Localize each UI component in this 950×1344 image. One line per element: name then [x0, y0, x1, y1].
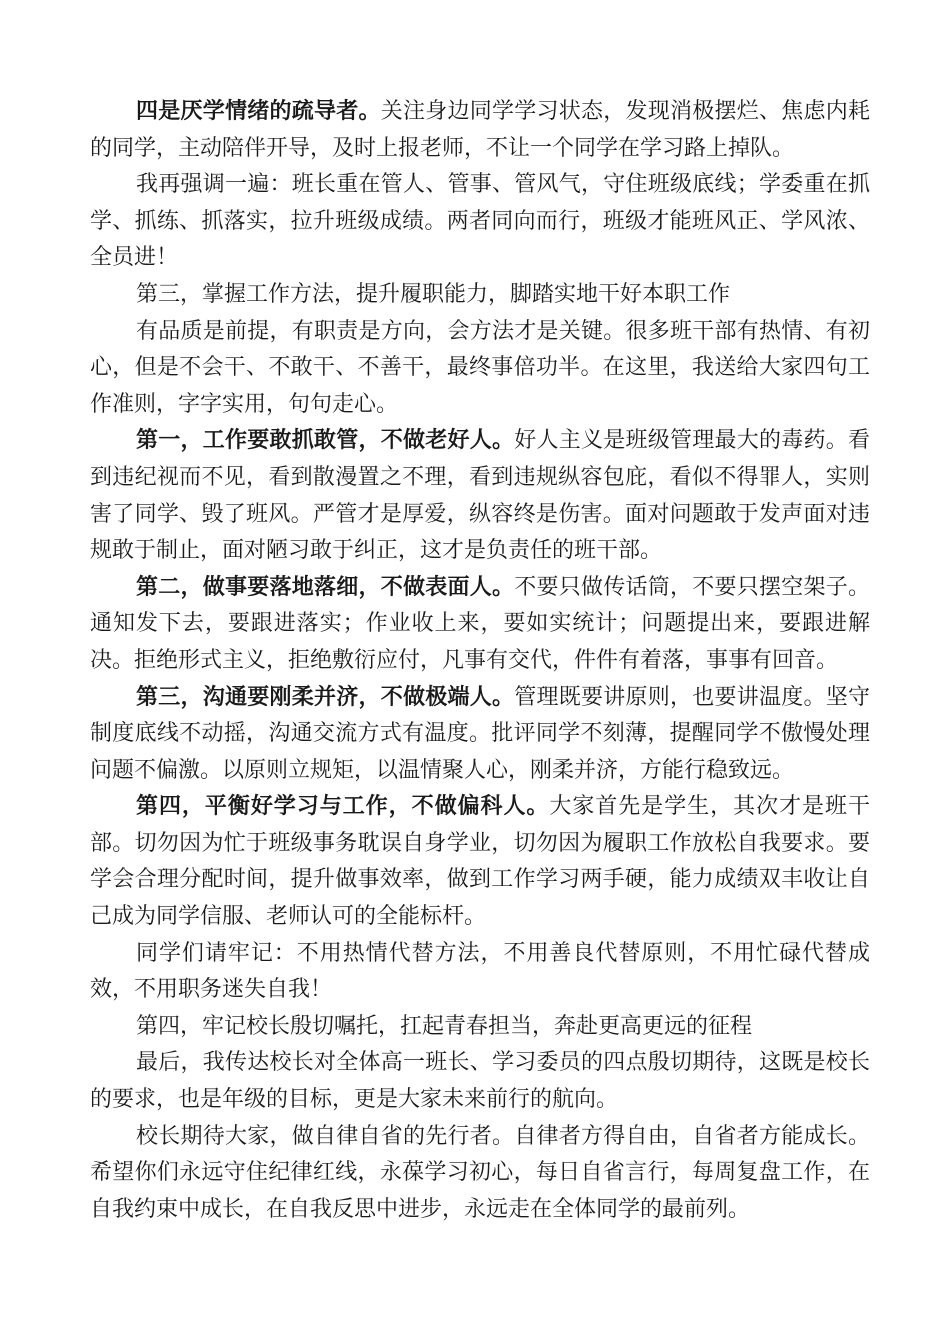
- paragraph: [90, 94, 870, 167]
- paragraph-text: 不要只做传话筒，不要只摆空架子。通知发下去，要跟进落实；作业收上来，要如实统计；问题提出来，要跟进解决。拒绝形式主义，拒绝敷衍应付，凡事有交代，件件有着落，事事有回音。: [90, 574, 870, 673]
- document-body: [90, 94, 870, 1228]
- paragraph-text: 第四，牢记校长殷切嘱托，扛起青春担当，奔赴更高更远的征程: [136, 1013, 753, 1039]
- paragraph-text: 有品质是前提，有职责是方向，会方法才是关键。很多班干部有热情、有初心，但是不会干、不敢干、不善干，最终事倍功半。在这里，我送给大家四句工作准则，字字实用，句句走心。: [90, 318, 870, 417]
- paragraph-lead: 四是厌学情绪的疏导者。: [136, 99, 381, 124]
- paragraph: [90, 680, 870, 790]
- paragraph-text: 好人主义是班级管理最大的毒药。看到违纪视而不见，看到散漫置之不理，看到违规纵容包庇，看似不得罪人，实则害了同学、毁了班风。严管才是厚爱，纵容终是伤害。面对问题敢于发声面对违规敢于制止，面对陋习敢于纠正，这才是负责任的班干部。: [90, 428, 870, 564]
- paragraph-text: 大家首先是学生，其次才是班干部。切勿因为忙于班级事务耽误自身学业，切勿因为履职工作放松自我要求。要学会合理分配时间，提升做事效率，做到工作学习两手硬，能力成绩双丰收让自己成为同学信服、老师认可的全能标杆。: [90, 794, 870, 930]
- paragraph: [90, 936, 870, 1009]
- paragraph: [90, 1045, 870, 1118]
- paragraph-lead: 第二，做事要落地落细，不做表面人。: [136, 574, 515, 600]
- paragraph: [90, 789, 870, 935]
- paragraph-text: 关注身边同学学习状态，发现消极摆烂、焦虑内耗的同学，主动陪伴开导，及时上报老师，不让一个同学在学习路上掉队。: [90, 99, 870, 161]
- paragraph-text: 同学们请牢记：不用热情代替方法，不用善良代替原则，不用忙碌代替成效，不用职务迷失自我！: [90, 940, 870, 1003]
- paragraph: [90, 570, 870, 680]
- paragraph: [90, 314, 870, 424]
- paragraph: [90, 167, 870, 277]
- paragraph: [90, 1119, 870, 1229]
- paragraph-lead: 第四，平衡好学习与工作，不做偏科人。: [136, 794, 550, 820]
- paragraph-text: 第三，掌握工作方法，提升履职能力，脚踏实地干好本职工作: [136, 281, 731, 307]
- paragraph-text: 最后，我传达校长对全体高一班长、学习委员的四点殷切期待，这既是校长的要求，也是年级的目标，更是大家未来前行的航向。: [90, 1050, 870, 1113]
- paragraph: [90, 423, 870, 569]
- paragraph-text: 我再强调一遍：班长重在管人、管事、管风气，守住班级底线；学委重在抓学、抓练、抓落实，拉升班级成绩。两者同向而行，班级才能班风正、学风浓、全员进！: [90, 172, 870, 271]
- section-heading: [90, 277, 870, 314]
- paragraph-text: 校长期待大家，做自律自省的先行者。自律者方得自由，自省者方能成长。希望你们永远守住纪律红线，永葆学习初心，每日自省言行，每周复盘工作，在自我约束中成长，在自我反思中进步，永远走在全体同学的最前列。: [90, 1123, 870, 1222]
- paragraph-lead: 第三，沟通要刚柔并济，不做极端人。: [136, 684, 515, 710]
- paragraph-lead: 第一，工作要敢抓敢管，不做老好人。: [136, 428, 515, 454]
- paragraph-text: 管理既要讲原则，也要讲温度。坚守制度底线不动摇，沟通交流方式有温度。批评同学不刻薄，提醒同学不傲慢处理问题不偏激。以原则立规矩，以温情聚人心，刚柔并济，方能行稳致远。: [90, 684, 870, 783]
- section-heading: [90, 1009, 870, 1046]
